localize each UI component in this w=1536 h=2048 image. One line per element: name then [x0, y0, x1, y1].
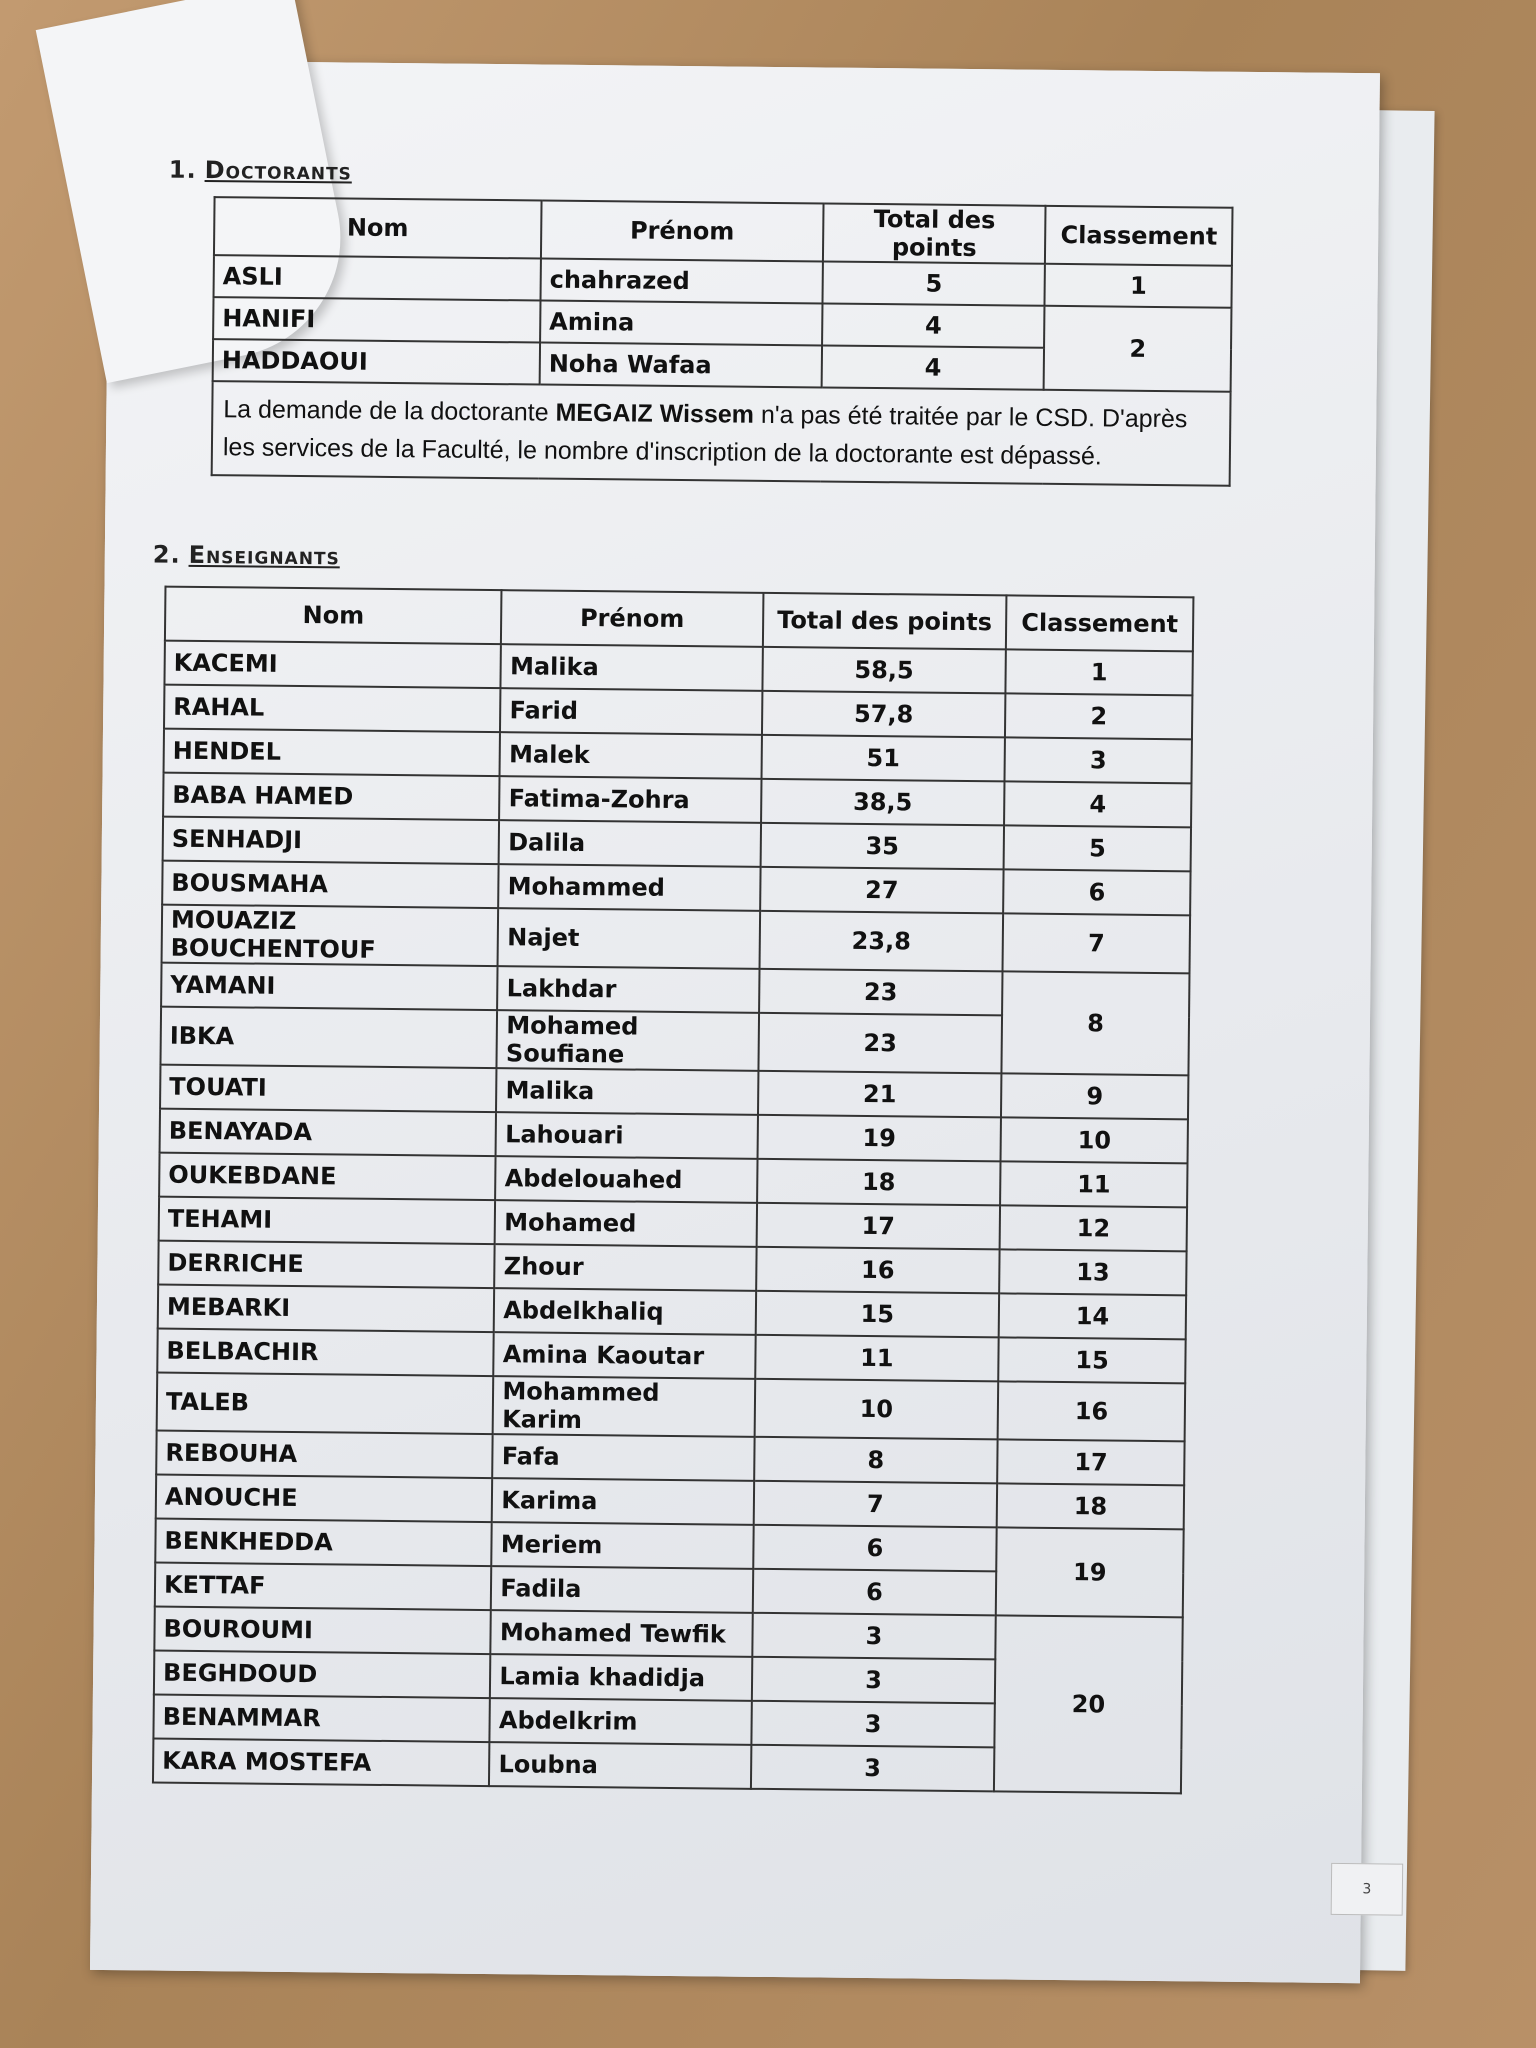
- cell-prenom: chahrazed: [540, 259, 822, 304]
- cell-nom: BENAMMAR: [153, 1695, 490, 1743]
- cell-prenom: Lakhdar: [497, 966, 759, 1013]
- cell-nom: KACEMI: [164, 641, 501, 689]
- cell-rank: 19: [996, 1527, 1184, 1617]
- section1-number: 1.: [168, 155, 197, 184]
- cell-rank: 14: [999, 1293, 1186, 1339]
- cell-nom: HADDAOUI: [213, 339, 540, 384]
- cell-nom: ASLI: [214, 255, 541, 300]
- cell-nom: BELBACHIR: [157, 1329, 494, 1377]
- cell-points: 6: [752, 1569, 996, 1616]
- cell-nom: BOUROUMI: [154, 1607, 491, 1655]
- cell-points: 3: [752, 1613, 996, 1660]
- cell-rank: 18: [997, 1483, 1184, 1529]
- cell-points: 3: [751, 1745, 995, 1792]
- cell-rank: 2: [1005, 693, 1192, 739]
- cell-rank: 1: [1045, 264, 1232, 308]
- note-text-end: n'a pas été traitée par le CSD. D'après les services de la Faculté, le nombre d'inscription de la doctorante est dépassé.: [222, 400, 1188, 471]
- cell-nom: BEGHDOUD: [154, 1651, 491, 1699]
- cell-prenom: Mohammed Karim: [493, 1376, 755, 1437]
- cell-rank: 4: [1004, 781, 1191, 827]
- cell-rank: 3: [1005, 737, 1192, 783]
- cell-nom: TALEB: [157, 1373, 494, 1435]
- col-header-prenom: Prénom: [541, 201, 824, 262]
- cell-points: 10: [754, 1379, 998, 1440]
- cell-rank: 10: [1001, 1117, 1188, 1163]
- cell-prenom: Malika: [496, 1068, 758, 1115]
- cell-points: 8: [754, 1437, 998, 1484]
- cell-points: 4: [822, 303, 1045, 347]
- cell-points: 6: [753, 1525, 997, 1572]
- cell-nom: REBOUHA: [156, 1431, 493, 1479]
- cell-rank: 5: [1004, 825, 1191, 871]
- cell-points: 16: [756, 1247, 1000, 1294]
- cell-prenom: Lahouari: [496, 1112, 758, 1159]
- cell-nom: MEBARKI: [158, 1285, 495, 1333]
- cell-points: 4: [822, 345, 1045, 389]
- enseignants-table: [152, 586, 1194, 1795]
- cell-points: 7: [753, 1481, 997, 1528]
- cell-points: 23: [759, 969, 1003, 1016]
- cell-nom: BENKHEDDA: [155, 1519, 492, 1567]
- section1-heading: [169, 156, 352, 186]
- cell-points: 5: [822, 261, 1045, 305]
- cell-rank: 16: [998, 1381, 1185, 1441]
- cell-points: 57,8: [762, 691, 1006, 738]
- cell-prenom: Amina: [540, 301, 822, 346]
- cell-points: 17: [756, 1203, 1000, 1250]
- section2-title: Enseignants: [188, 540, 341, 571]
- enseignants-table-body: [153, 587, 1193, 1794]
- cell-rank: 15: [998, 1337, 1185, 1383]
- cell-prenom: Amina Kaoutar: [494, 1332, 756, 1379]
- cell-nom: IBKA: [160, 1007, 497, 1069]
- cell-points: 23: [758, 1013, 1002, 1074]
- section2-number: 2.: [152, 540, 181, 569]
- col-header-nom: Nom: [165, 587, 502, 645]
- note-row: [212, 381, 1231, 486]
- cell-prenom: Malek: [500, 732, 762, 779]
- cell-nom: SENHADJI: [163, 817, 500, 865]
- cell-prenom: Mohamed: [495, 1200, 757, 1247]
- cell-prenom: Zhour: [495, 1244, 757, 1291]
- cell-prenom: Mohamed Tewfik: [491, 1610, 753, 1657]
- cell-nom: KARA MOSTEFA: [153, 1739, 490, 1787]
- cell-prenom: Mohamed Soufiane: [497, 1010, 759, 1071]
- cell-points: 15: [755, 1291, 999, 1338]
- cell-points: 35: [760, 823, 1004, 870]
- cell-nom: DERRICHE: [158, 1241, 495, 1289]
- col-header-prenom: Prénom: [501, 590, 763, 647]
- cell-prenom: Fafa: [493, 1434, 755, 1481]
- cell-points: 18: [757, 1159, 1001, 1206]
- cell-points: 11: [755, 1335, 999, 1382]
- cell-nom: BENAYADA: [160, 1109, 497, 1157]
- table-row: [162, 905, 1191, 974]
- cell-points: 21: [758, 1071, 1002, 1118]
- cell-nom: MOUAZIZ BOUCHENTOUF: [162, 905, 499, 967]
- cell-rank: 17: [997, 1439, 1184, 1485]
- cell-rank: 8: [1002, 971, 1190, 1075]
- cell-rank: 11: [1000, 1161, 1187, 1207]
- cell-nom: HENDEL: [164, 729, 501, 777]
- cell-nom: ANOUCHE: [156, 1475, 493, 1523]
- cell-prenom: Abdelkhaliq: [494, 1288, 756, 1335]
- cell-rank: 13: [999, 1249, 1186, 1295]
- cell-prenom: Fadila: [491, 1566, 753, 1613]
- cell-prenom: Loubna: [489, 1742, 751, 1789]
- cell-nom: TEHAMI: [159, 1197, 496, 1245]
- cell-points: 3: [752, 1657, 996, 1704]
- cell-points: 38,5: [761, 779, 1005, 826]
- col-header-classement: Classement: [1006, 595, 1193, 651]
- cell-rank: 7: [1003, 913, 1190, 973]
- cell-nom: HANIFI: [213, 297, 540, 342]
- cell-prenom: Meriem: [492, 1522, 754, 1569]
- cell-rank: 20: [994, 1615, 1183, 1793]
- cell-rank: 6: [1003, 869, 1190, 915]
- table-row: [157, 1373, 1186, 1442]
- cell-nom: TOUATI: [160, 1065, 497, 1113]
- cell-nom: BABA HAMED: [163, 773, 500, 821]
- cell-prenom: Najet: [498, 908, 760, 969]
- cell-prenom: Mohammed: [499, 864, 761, 911]
- cell-nom: BOUSMAHA: [162, 861, 499, 909]
- cell-points: 19: [757, 1115, 1001, 1162]
- cell-rank: 1: [1006, 649, 1193, 695]
- cell-prenom: Malika: [501, 644, 763, 691]
- col-header-points: Total des points: [763, 593, 1007, 650]
- cell-prenom: Abdelouahed: [495, 1156, 757, 1203]
- col-header-classement: Classement: [1045, 206, 1232, 266]
- doctorants-table: [211, 196, 1234, 487]
- cell-nom: KETTAF: [155, 1563, 492, 1611]
- cell-points: 23,8: [759, 911, 1003, 972]
- col-header-nom: Nom: [214, 197, 542, 258]
- document-page: [90, 60, 1380, 1983]
- cell-prenom: Dalila: [499, 820, 761, 867]
- cell-nom: YAMANI: [161, 963, 498, 1011]
- page-number: 3: [1331, 1863, 1404, 1916]
- cell-prenom: Farid: [500, 688, 762, 735]
- cell-prenom: Fatima-Zohra: [499, 776, 761, 823]
- section1-title: Doctorants: [204, 155, 353, 186]
- section2-heading: [153, 540, 340, 570]
- cell-rank: 12: [1000, 1205, 1187, 1251]
- col-header-points: Total des points: [823, 203, 1046, 263]
- cell-nom: RAHAL: [164, 685, 501, 733]
- cell-nom: OUKEBDANE: [159, 1153, 496, 1201]
- cell-rank: 2: [1044, 306, 1231, 392]
- cell-prenom: Abdelkrim: [490, 1698, 752, 1745]
- cell-points: 58,5: [762, 647, 1006, 694]
- note-name: MEGAIZ Wissem: [555, 398, 755, 429]
- cell-prenom: Karima: [492, 1478, 754, 1525]
- cell-points: 3: [751, 1701, 995, 1748]
- doctorant-note: [212, 381, 1231, 486]
- cell-points: 27: [760, 867, 1004, 914]
- cell-prenom: Noha Wafaa: [540, 343, 822, 388]
- note-text-start: La demande de la doctorante: [223, 395, 556, 427]
- cell-rank: 9: [1001, 1073, 1188, 1119]
- table-header-row: [214, 197, 1233, 266]
- cell-points: 51: [761, 735, 1005, 782]
- cell-prenom: Lamia khadidja: [490, 1654, 752, 1701]
